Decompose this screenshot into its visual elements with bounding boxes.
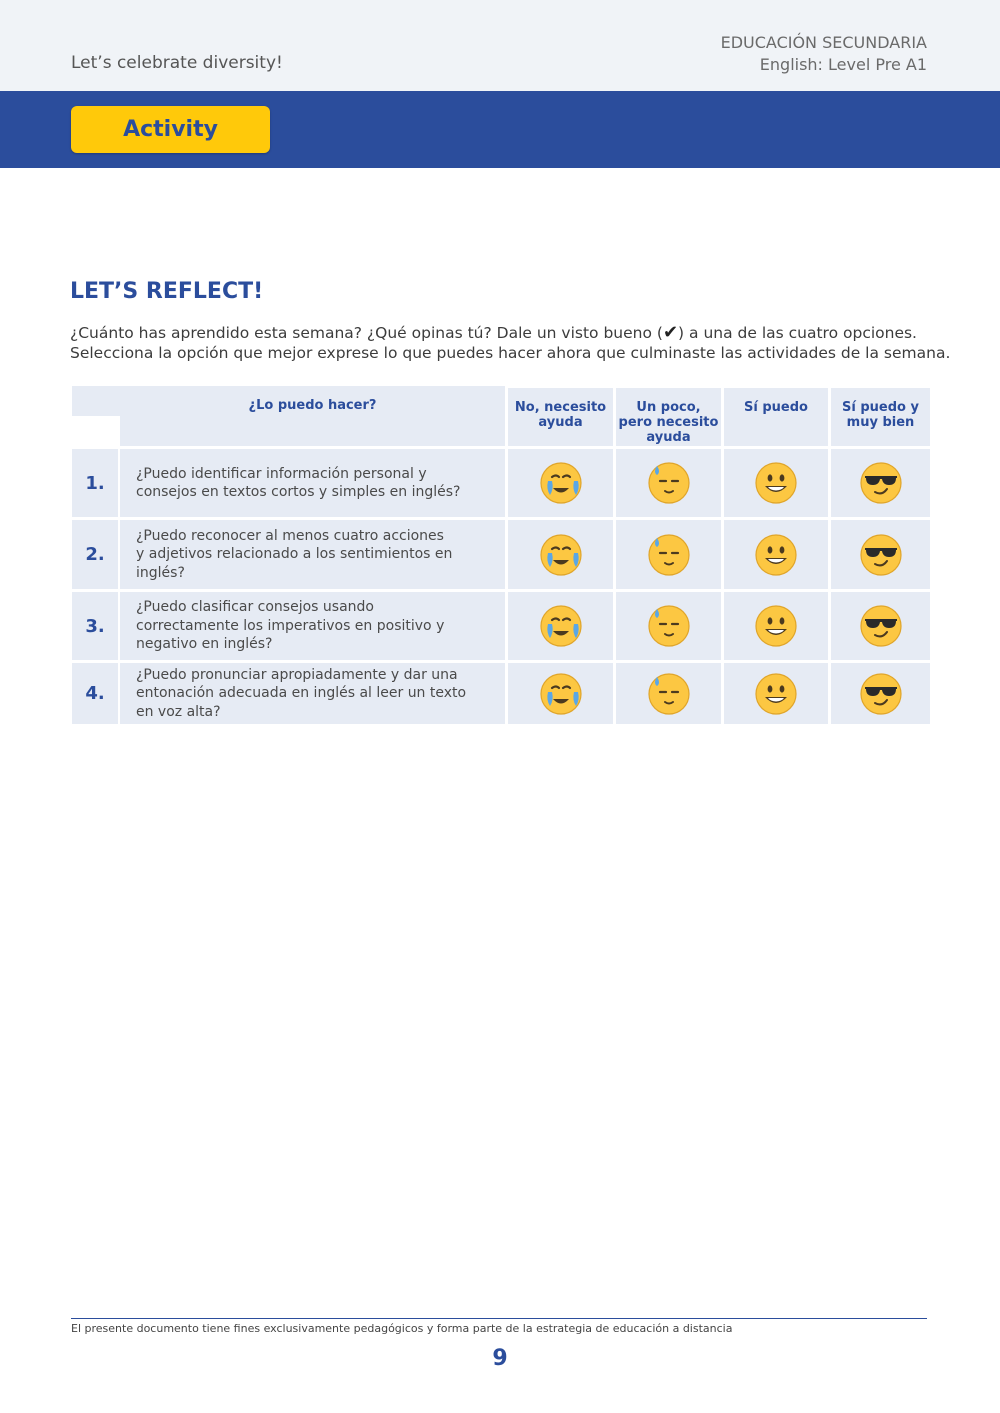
instructions: [70, 323, 1000, 363]
smiling-face-icon: [754, 461, 798, 505]
answer-option-4[interactable]: [831, 663, 930, 724]
question-line: ¿Puedo pronunciar apropiadamente y dar una: [136, 666, 458, 683]
row-number: 2.: [72, 520, 118, 589]
column-header-label: pero necesito: [618, 415, 719, 430]
section-title: LET’S REFLECT!: [70, 279, 264, 304]
column-header-label: Sí puedo: [744, 400, 808, 415]
question-text: [120, 663, 505, 724]
column-header-label: No, necesito: [514, 400, 607, 415]
footer-divider: [71, 1318, 927, 1319]
sunglasses-face-icon: [859, 533, 903, 577]
column-header-label: ayuda: [646, 430, 691, 445]
footer-note: El presente documento tiene fines exclusivamente pedagógicos y forma parte de la estrategia de educación a distancia: [71, 1322, 733, 1335]
question-line: consejos en textos cortos y simples en inglés?: [136, 484, 461, 500]
answer-option-2[interactable]: [616, 592, 721, 660]
question-line: y adjetivos relacionado a los sentimientos en: [136, 546, 453, 563]
question-text: [120, 520, 505, 589]
crying-face-icon: [539, 461, 583, 505]
answer-option-1[interactable]: [508, 592, 613, 660]
self-assessment-table: [72, 386, 930, 724]
answer-option-4[interactable]: [831, 449, 930, 517]
answer-option-3[interactable]: [724, 592, 828, 660]
instructions-line2: Selecciona la opción que mejor exprese lo que puedes hacer ahora que culminaste las actividades de la semana.: [70, 344, 951, 362]
column-header-option-2: [616, 388, 721, 446]
sunglasses-face-icon: [859, 604, 903, 648]
page-number: 9: [492, 1346, 508, 1371]
answer-option-4[interactable]: [831, 520, 930, 589]
unit-title: Let’s celebrate diversity!: [71, 53, 283, 73]
answer-option-1[interactable]: [508, 663, 613, 724]
crying-face-icon: [539, 672, 583, 716]
question-line: entonación adecuada en inglés al leer un texto: [136, 685, 467, 702]
crying-face-icon: [539, 533, 583, 577]
instructions-part2: ) a una de las cuatro opciones.: [678, 324, 917, 342]
crying-face-icon: [539, 604, 583, 648]
question-line: correctamente los imperativos en positivo y: [136, 617, 445, 634]
question-line: inglés?: [136, 564, 185, 581]
instructions-part1: ¿Cuánto has aprendido esta semana? ¿Qué opinas tú? Dale un visto bueno (: [70, 324, 663, 342]
answer-option-3[interactable]: [724, 449, 828, 517]
answer-option-3[interactable]: [724, 663, 828, 724]
answer-option-4[interactable]: [831, 592, 930, 660]
question-text: [120, 592, 505, 660]
column-header-question: [120, 386, 505, 446]
question-line: negativo en inglés?: [136, 636, 273, 653]
question-line: ¿Puedo identificar información personal y: [136, 465, 427, 482]
table-corner-lower: [72, 416, 118, 449]
sweat-face-icon: [647, 533, 691, 577]
answer-option-2[interactable]: [616, 449, 721, 517]
sweat-face-icon: [647, 461, 691, 505]
sunglasses-face-icon: [859, 461, 903, 505]
question-line: en voz alta?: [136, 703, 221, 720]
smiling-face-icon: [754, 533, 798, 577]
smiling-face-icon: [754, 672, 798, 716]
instructions-line1: [70, 323, 1000, 343]
question-line: ¿Puedo reconocer al menos cuatro acciones: [136, 527, 444, 544]
row-number: 4.: [72, 663, 118, 724]
course-level: [721, 32, 927, 76]
check-mark-icon: ✔: [662, 322, 679, 343]
column-header-label: Un poco,: [636, 400, 701, 415]
answer-option-3[interactable]: [724, 520, 828, 589]
answer-option-1[interactable]: [508, 449, 613, 517]
question-text: [120, 449, 505, 517]
header-bar: [0, 0, 1000, 91]
answer-option-2[interactable]: [616, 663, 721, 724]
row-number: 1.: [72, 449, 118, 517]
column-header-label: Sí puedo y: [842, 400, 919, 415]
smiling-face-icon: [754, 604, 798, 648]
column-header-label: ayuda: [538, 415, 583, 430]
sweat-face-icon: [647, 604, 691, 648]
column-header-option-4: [831, 388, 930, 446]
column-header-option-1: [508, 388, 613, 446]
sweat-face-icon: [647, 672, 691, 716]
course-level-line1: EDUCACIÓN SECUNDARIA: [720, 33, 927, 52]
activity-badge: Activity: [71, 106, 270, 153]
column-header-label: ¿Lo puedo hacer?: [248, 398, 377, 413]
answer-option-1[interactable]: [508, 520, 613, 589]
answer-option-2[interactable]: [616, 520, 721, 589]
table-corner: [72, 386, 120, 416]
course-level-line2: English: Level Pre A1: [759, 55, 927, 74]
column-header-label: muy bien: [846, 415, 915, 430]
row-number: 3.: [72, 592, 118, 660]
column-header-option-3: [724, 388, 828, 446]
question-line: ¿Puedo clasificar consejos usando: [136, 599, 374, 616]
sunglasses-face-icon: [859, 672, 903, 716]
